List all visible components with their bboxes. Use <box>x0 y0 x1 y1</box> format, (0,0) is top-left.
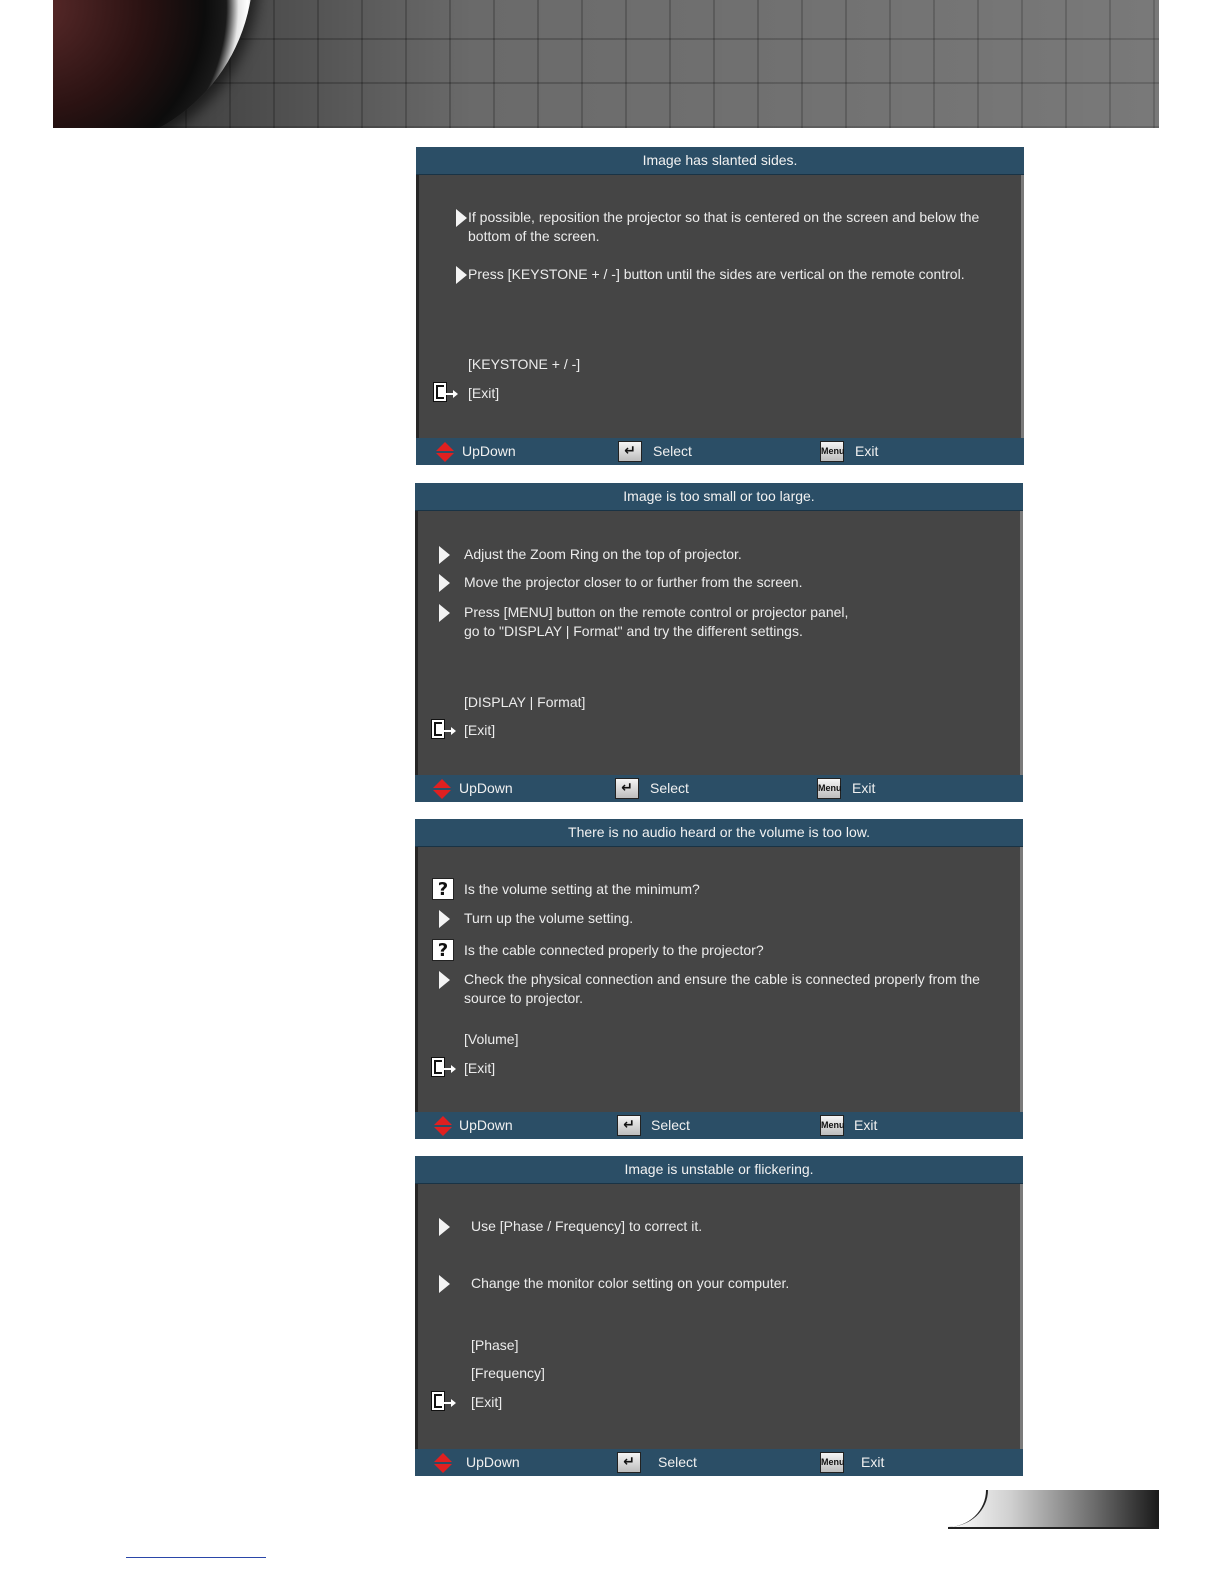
osd-footer <box>415 1449 1023 1476</box>
exit-label: Exit <box>852 780 876 796</box>
item-line: Is the cable connected properly to the projector? <box>464 942 764 958</box>
updown-icon <box>436 442 454 462</box>
osd-item[interactable] <box>432 545 1012 565</box>
arrow-right-icon <box>439 1275 450 1293</box>
arrow-right-icon <box>439 1218 450 1236</box>
menu-key-icon[interactable]: Menu <box>817 778 841 799</box>
item-line: [Exit] <box>464 1060 496 1076</box>
question-icon: ? <box>432 878 454 900</box>
updown-label: UpDown <box>459 1117 513 1133</box>
osd-title: Image is too small or too large. <box>415 483 1023 511</box>
osd-item[interactable] <box>436 208 1016 248</box>
osd-item[interactable] <box>432 909 1012 929</box>
item-line: Turn up the volume setting. <box>464 910 634 926</box>
updown-label: UpDown <box>466 1454 520 1470</box>
arrow-right-icon <box>456 209 467 227</box>
osd-title: There is no audio heard or the volume is too low. <box>415 819 1023 847</box>
menu-key-icon[interactable]: Menu <box>820 1452 844 1473</box>
arrow-right-icon <box>456 266 467 284</box>
osd-item[interactable] <box>432 970 1012 1010</box>
osd-item[interactable] <box>432 693 1012 713</box>
osd-title: Image has slanted sides. <box>416 147 1024 175</box>
osd-footer <box>415 775 1023 802</box>
item-line: Press [MENU] button on the remote control or projector panel, <box>464 604 849 620</box>
osd-item[interactable] <box>436 265 1016 285</box>
question-icon: ? <box>432 939 454 961</box>
osd-panel-image-size <box>415 483 1023 802</box>
osd-item <box>432 880 1012 902</box>
osd-panel-audio <box>415 819 1023 1139</box>
updown-label: UpDown <box>459 780 513 796</box>
osd-item[interactable] <box>439 1336 1019 1356</box>
item-line: Move the projector closer to or further from the screen. <box>464 574 803 590</box>
item-line: If possible, reposition the projector so that is centered on the screen and below the <box>468 209 980 225</box>
osd-item[interactable] <box>432 1030 1012 1050</box>
item-line: Press [KEYSTONE + / -] button until the sides are vertical on the remote control. <box>468 266 965 282</box>
osd-item[interactable] <box>436 355 1016 375</box>
item-line: [Exit] <box>464 722 496 738</box>
updown-label: UpDown <box>462 443 516 459</box>
osd-item[interactable] <box>439 1217 1019 1237</box>
osd-item-exit[interactable] <box>436 384 1016 406</box>
osd-item-exit[interactable] <box>432 721 1012 743</box>
item-line: [Exit] <box>471 1394 503 1410</box>
exit-icon <box>431 719 453 741</box>
exit-icon <box>433 382 455 404</box>
menu-key-icon[interactable]: Menu <box>820 1115 844 1136</box>
osd-footer <box>416 438 1024 465</box>
osd-item-exit[interactable] <box>439 1393 1019 1415</box>
item-line: bottom of the screen. <box>468 228 600 244</box>
arrow-right-icon <box>439 574 450 592</box>
item-line: [KEYSTONE + / -] <box>468 356 581 372</box>
header-banner <box>53 0 1159 128</box>
select-label: Select <box>658 1454 697 1470</box>
select-label: Select <box>650 780 689 796</box>
item-line: source to projector. <box>464 990 584 1006</box>
enter-key-icon[interactable]: ↵ <box>615 778 639 799</box>
menu-key-icon[interactable]: Menu <box>820 441 844 462</box>
item-line: [DISPLAY | Format] <box>464 694 586 710</box>
footer-rule <box>126 1557 266 1558</box>
lens-graphic <box>53 0 253 128</box>
updown-icon <box>433 779 451 799</box>
osd-item[interactable] <box>439 1274 1019 1294</box>
osd-title: Image is unstable or flickering. <box>415 1156 1023 1184</box>
item-line: [Frequency] <box>471 1365 545 1381</box>
exit-label: Exit <box>861 1454 885 1470</box>
item-line: Use [Phase / Frequency] to correct it. <box>471 1218 703 1234</box>
select-label: Select <box>653 443 692 459</box>
arrow-right-icon <box>439 546 450 564</box>
updown-icon <box>434 1116 452 1136</box>
osd-footer <box>415 1112 1023 1139</box>
osd-item[interactable] <box>432 573 1012 593</box>
enter-key-icon[interactable]: ↵ <box>617 1115 641 1136</box>
arrow-right-icon <box>439 604 450 622</box>
item-line: Adjust the Zoom Ring on the top of projector. <box>464 546 742 562</box>
enter-key-icon[interactable]: ↵ <box>617 1452 641 1473</box>
exit-icon <box>431 1391 453 1413</box>
item-line: [Exit] <box>468 385 500 401</box>
exit-label: Exit <box>855 443 879 459</box>
osd-item <box>432 941 1012 963</box>
enter-key-icon[interactable]: ↵ <box>618 441 642 462</box>
item-line: Change the monitor color setting on your computer. <box>471 1275 790 1291</box>
osd-item-exit[interactable] <box>432 1059 1012 1081</box>
exit-label: Exit <box>854 1117 878 1133</box>
osd-panel-slanted-sides <box>416 147 1024 465</box>
item-line: [Volume] <box>464 1031 519 1047</box>
item-line: Is the volume setting at the minimum? <box>464 881 700 897</box>
arrow-right-icon <box>439 910 450 928</box>
osd-item[interactable] <box>439 1364 1019 1384</box>
item-line: Check the physical connection and ensure the cable is connected properly from the <box>464 971 980 987</box>
osd-item[interactable] <box>432 603 1012 643</box>
select-label: Select <box>651 1117 690 1133</box>
updown-icon <box>434 1453 452 1473</box>
arrow-right-icon <box>439 971 450 989</box>
item-line: go to "DISPLAY | Format" and try the different settings. <box>464 623 803 639</box>
osd-panel-flickering <box>415 1156 1023 1476</box>
item-line: [Phase] <box>471 1337 519 1353</box>
exit-icon <box>431 1057 453 1079</box>
